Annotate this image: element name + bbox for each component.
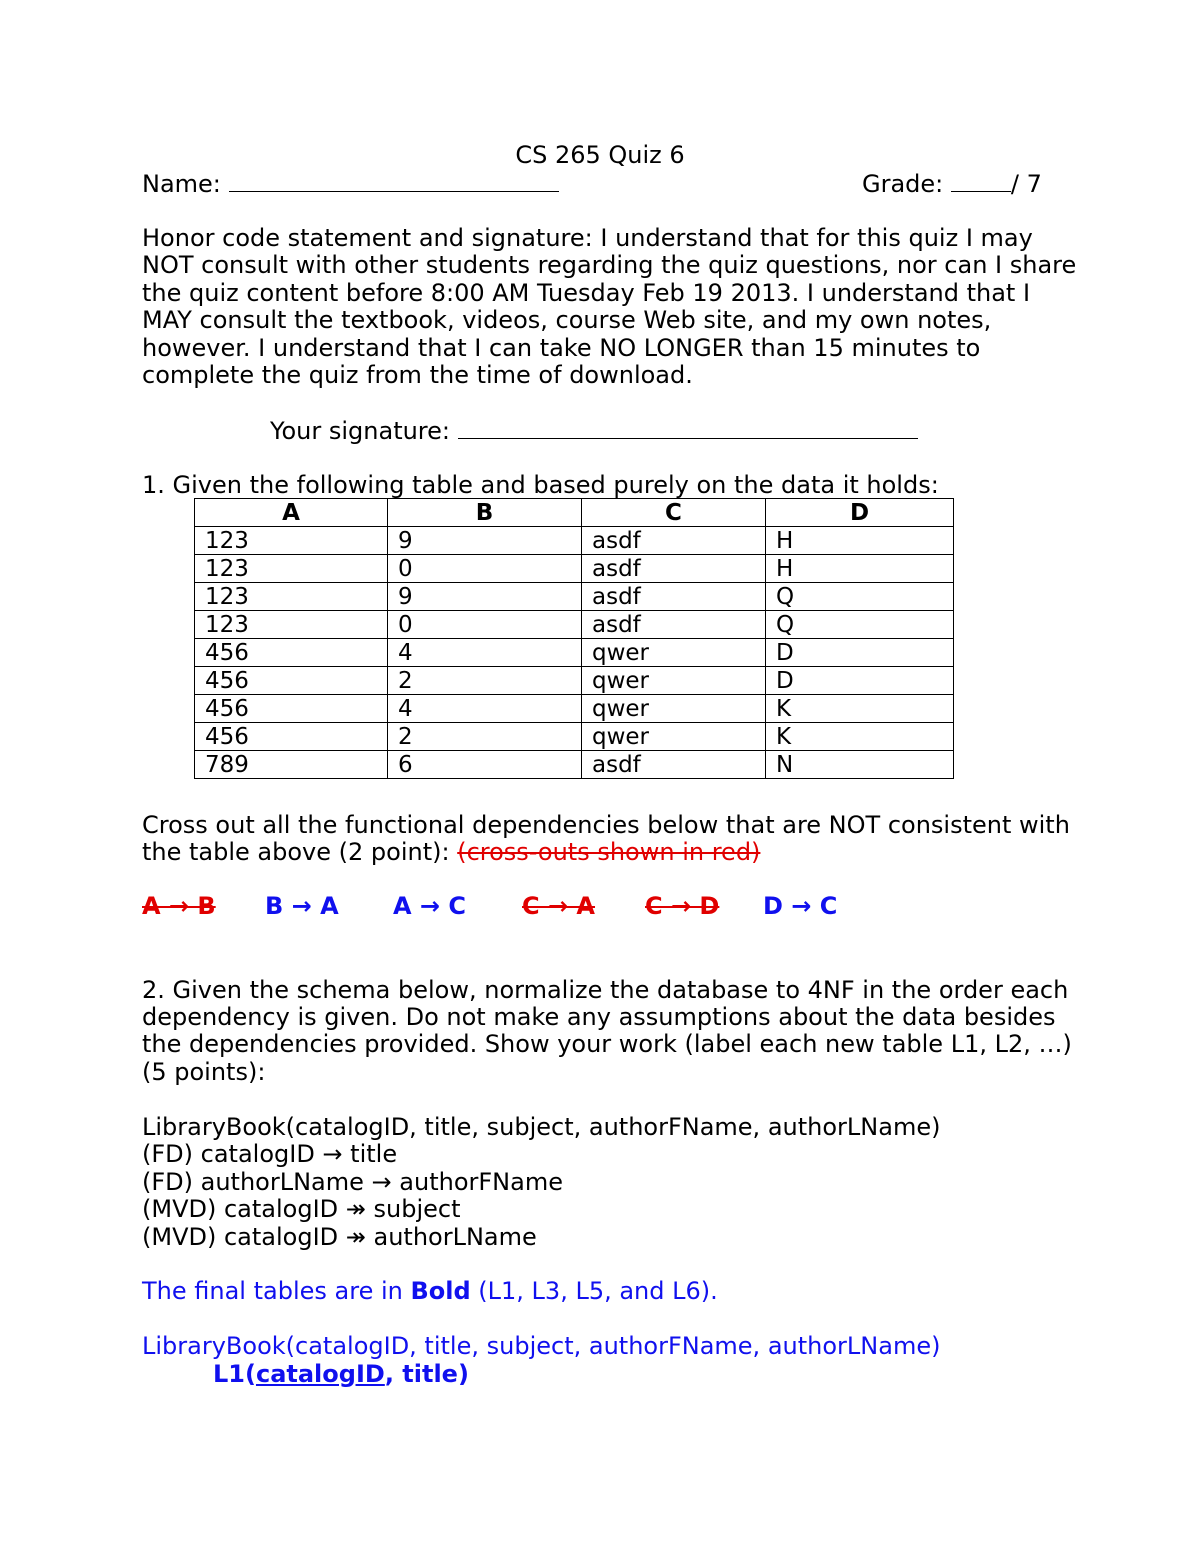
page-title: CS 265 Quiz 6 [515,141,685,169]
q1-instruction-line-1: Cross out all the functional dependencies below that are NOT consistent with [142,811,1070,839]
q1-prompt: 1. Given the following table and based purely on the data it holds: [142,471,939,499]
table-cell: 456 [195,695,388,723]
table-cell: asdf [582,527,766,555]
table-cell: 9 [388,527,582,555]
dependency-c-a: C → A [522,892,596,920]
dependency-line-4: (MVD) catalogID ↠ authorLName [142,1223,537,1251]
table-cell: 123 [195,611,388,639]
table-cell: 123 [195,555,388,583]
table-cell: D [766,639,954,667]
name-field-row [142,169,559,198]
data-table [194,498,954,779]
answer-bold: Bold [410,1277,471,1305]
table-cell: asdf [582,611,766,639]
table-cell: asdf [582,751,766,779]
crossout-note: (cross-outs shown in red) [457,838,761,866]
honor-line-3: the quiz content before 8:00 AM Tuesday Feb 19 2013. I understand that I [142,279,1031,307]
table-row [195,639,954,667]
table-cell: Q [766,611,954,639]
dependency-line-2: (FD) authorLName → authorFName [142,1168,563,1196]
name-blank[interactable] [229,169,559,192]
l1-rest: , title) [384,1360,469,1388]
table-cell: 789 [195,751,388,779]
table-cell: 4 [388,695,582,723]
table-cell: K [766,723,954,751]
column-header-b: B [388,499,582,527]
table-header-row [195,499,954,527]
table-cell: N [766,751,954,779]
table-cell: qwer [582,667,766,695]
table-cell: 9 [388,583,582,611]
table-row [195,695,954,723]
q1-instruction-line-2 [142,838,760,866]
table-row [195,751,954,779]
name-label: Name: [142,170,221,198]
honor-line-5: however. I understand that I can take NO LONGER than 15 minutes to [142,334,981,362]
q2-line-3: the dependencies provided. Show your work (label each new table L1, L2, …) [142,1030,1072,1058]
schema-definition: LibraryBook(catalogID, title, subject, authorFName, authorLName) [142,1113,941,1141]
grade-label: Grade: [862,170,944,198]
answer-summary [142,1277,718,1305]
table-cell: qwer [582,723,766,751]
column-header-a: A [195,499,388,527]
q1-instruction-text: the table above (2 point): [142,838,458,866]
honor-line-2: NOT consult with other students regarding the quiz questions, nor can I share [142,251,1077,279]
table-row [195,611,954,639]
dependency-d-c: D → C [763,892,838,920]
honor-line-1: Honor code statement and signature: I understand that for this quiz I may [142,224,1033,252]
table-row [195,583,954,611]
table-row [195,527,954,555]
q2-line-4: (5 points): [142,1058,266,1086]
q2-line-2: dependency is given. Do not make any assumptions about the data besides [142,1003,1056,1031]
column-header-d: D [766,499,954,527]
answer-suffix: (L1, L3, L5, and L6). [470,1277,718,1305]
table-cell: 0 [388,555,582,583]
table-cell: 456 [195,667,388,695]
table-cell: 456 [195,639,388,667]
table-cell: qwer [582,695,766,723]
table-cell: asdf [582,583,766,611]
signature-row [270,416,918,445]
table-row [195,667,954,695]
table-cell: qwer [582,639,766,667]
honor-line-4: MAY consult the textbook, videos, course Web site, and my own notes, [142,306,992,334]
dependency-c-d: C → D [645,892,720,920]
signature-label: Your signature: [270,417,450,445]
dependency-line-1: (FD) catalogID → title [142,1140,398,1168]
dependency-b-a: B → A [265,892,339,920]
table-cell: 456 [195,723,388,751]
table-cell: H [766,527,954,555]
grade-field-row [862,169,1042,198]
table-row [195,723,954,751]
table-cell: K [766,695,954,723]
table-row [195,555,954,583]
table-cell: 4 [388,639,582,667]
honor-line-6: complete the quiz from the time of download. [142,361,693,389]
answer-prefix: The final tables are in [142,1277,411,1305]
answer-table-l1 [213,1360,469,1388]
table-cell: 123 [195,583,388,611]
l1-key: catalogID [255,1360,385,1388]
table-cell: 123 [195,527,388,555]
table-cell: 0 [388,611,582,639]
dependency-a-b: A → B [142,892,216,920]
table-cell: D [766,667,954,695]
table-cell: asdf [582,555,766,583]
q2-line-1: 2. Given the schema below, normalize the database to 4NF in the order each [142,976,1069,1004]
dependency-line-3: (MVD) catalogID ↠ subject [142,1195,461,1223]
grade-suffix: / 7 [1010,170,1042,198]
answer-schema: LibraryBook(catalogID, title, subject, authorFName, authorLName) [142,1332,941,1360]
l1-prefix: L1( [213,1360,256,1388]
dependency-a-c: A → C [393,892,467,920]
column-header-c: C [582,499,766,527]
table-cell: 6 [388,751,582,779]
grade-blank[interactable] [951,169,1011,192]
table-cell: 2 [388,667,582,695]
table-cell: Q [766,583,954,611]
signature-blank[interactable] [458,416,918,439]
table-cell: 2 [388,723,582,751]
table-cell: H [766,555,954,583]
